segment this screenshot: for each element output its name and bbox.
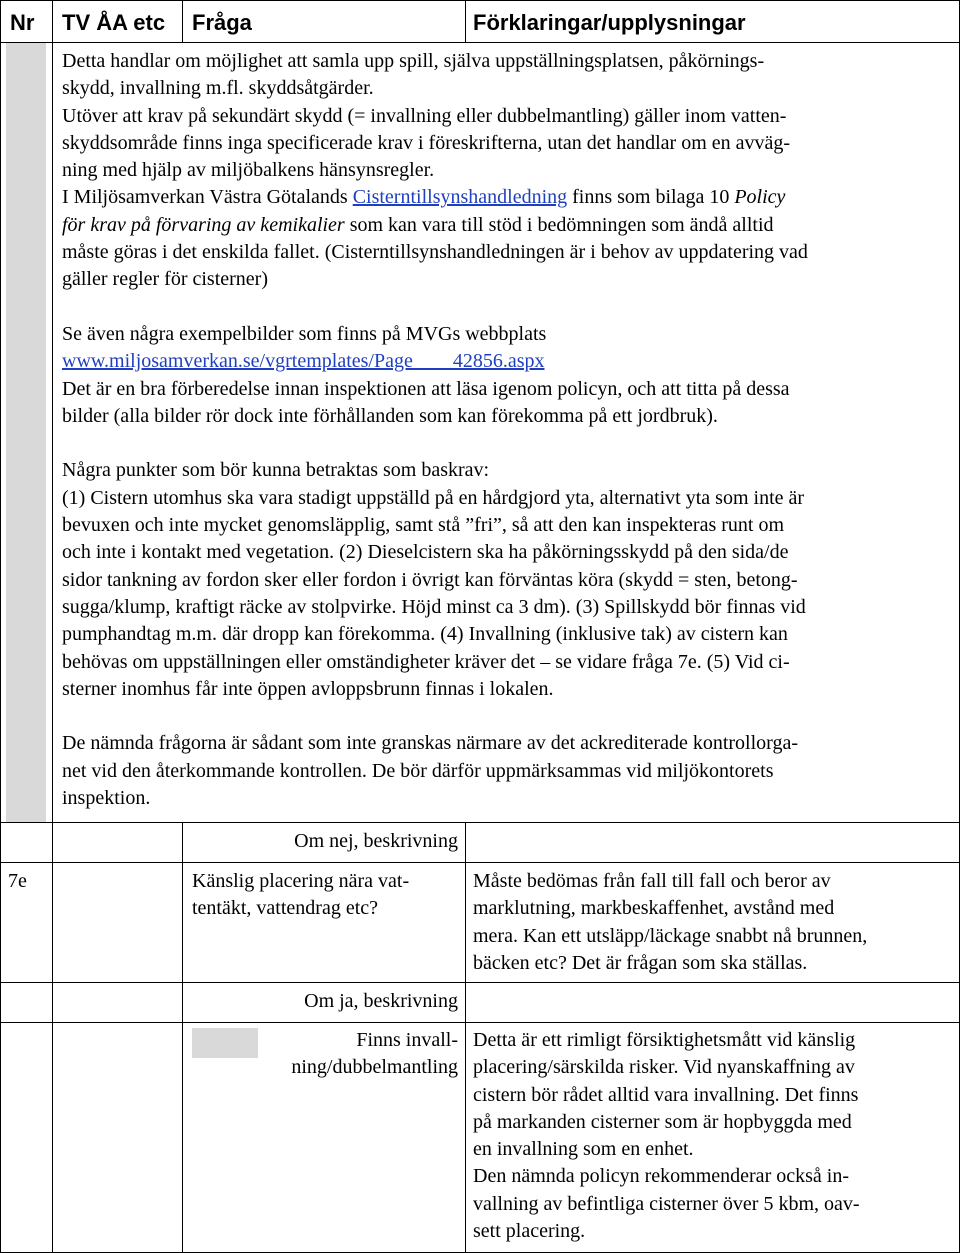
text-line: Detta handlar om möjlighet att samla upp spill, själva uppställningsplatsen, påkörnings- [62, 50, 765, 72]
text-line: Några punkter som bör kunna betraktas som baskrav: [62, 459, 490, 482]
handledning-link[interactable]: Cisterntillsynshandledning [352, 186, 568, 209]
header-fraga: Fråga [192, 10, 252, 35]
text-line: (1) Cistern utomhus ska vara stadigt uppställd på en hårdgjord yta, alternativt yta som inte är [62, 486, 805, 509]
text-line: De nämnda frågorna är sådant som inte granskas närmare av det ackrediterade kontrollorga- [62, 732, 798, 755]
text-line: inspektion. [62, 787, 151, 810]
text-line: bilder (alla bilder rör dock inte förhållanden som kan förekomma på ett jordbruk). [62, 404, 718, 427]
text-line: skyddsområde finns inga specificerade krav i föreskrifterna, utan det handlar om en avväg- [62, 131, 791, 154]
text-line: ning med hjälp av miljöbalkens hänsynsregler. [62, 159, 435, 182]
nr-column-shading [6, 42, 46, 822]
text-line: sidor tankning av fordon sker eller fordon i övrigt kan förväntas köra (skydd = sten, betong- [62, 568, 798, 591]
question-7e: Känslig placering nära vat- tentäkt, vattendrag etc? [192, 870, 410, 920]
text-line: Det är en bra förberedelse innan inspektionen att läsa igenom policyn, och att titta på dessa [62, 377, 790, 400]
text-line: Se även några exempelbilder som finns på MVGs webbplats [62, 322, 547, 345]
text-line: gäller regler för cisterner) [62, 268, 268, 291]
question-invallning: Finns invall- ning/dubbelmantling [291, 1029, 458, 1079]
text-line: skydd, invallning m.fl. skyddsåtgärder. [62, 77, 374, 100]
text-line: I Miljösamverkan Västra Götalands Cisterntillsynshandledning finns som bilaga 10 Policy [62, 186, 786, 209]
header-nr: Nr [10, 10, 35, 35]
om-ja-label: Om ja, beskrivning [304, 990, 458, 1012]
text-line: behövas om uppställningen eller omständigheter kräver det – se vidare fråga 7e. (5) Vid ci- [62, 650, 790, 673]
answer-invallning: Detta är ett rimligt försiktighetsmått vid känslig placering/särskilda risker. Vid nyanskaffning av cistern bör rådet alltid vara invallning. Det finns på markanden cisterner som är hopbyggda med en invallning som en enhet. Den nämnda policyn rekommenderar också in- vallning av befintliga cisterner över 5 kbm, oav- sett placering. [473, 1029, 860, 1243]
header-forklaringar: Förklaringar/upplysningar [473, 10, 746, 35]
text-line: bevuxen och inte mycket genomsläpplig, samt stå ”fri”, så att den kan inspekteras runt om [62, 514, 785, 537]
text-line: pumphandtag m.m. där dropp kan förekomma. (4) Invallning (inklusive tak) av cistern kan [62, 623, 788, 646]
mvg-link[interactable]: www.miljosamverkan.se/vgrtemplates/Page____42856.aspx [62, 350, 545, 373]
text-line: net vid den återkommande kontrollen. De bör därför uppmärksammas vid miljökontorets [62, 759, 774, 782]
text-line: sterner inomhus får inte öppen avloppsbrunn finnas i lokalen. [62, 677, 554, 700]
text-line: Utöver att krav på sekundärt skydd (= invallning eller dubbelmantling) gäller inom vatten- [62, 104, 787, 127]
answer-7e: Måste bedömas från fall till fall och beror av marklutning, markbeskaffenhet, avstånd med mera. Kan ett utsläpp/läckage snabbt nå brunnen, bäcken etc? Det är frågan som ska ställas. [473, 870, 868, 974]
text-line: måste göras i det enskilda fallet. (Cisterntillsynshandledningen är i behov av uppdatering vad [62, 241, 808, 264]
om-nej-label: Om nej, beskrivning [294, 830, 458, 852]
main-explanation [62, 48, 808, 812]
text-line: sugga/klump, kraftigt räcke av stolpvirke. Höjd minst ca 3 dm). (3) Spillskydd bör finnas vid [62, 595, 806, 618]
text-line: för krav på förvaring av kemikalier som kan vara till stöd i bedömningen som ändå alltid [62, 213, 774, 236]
header-tv: TV ÅA etc [62, 10, 166, 35]
question-number-7e: 7e [8, 870, 27, 892]
text-line: och inte i kontakt med vegetation. (2) Dieselcistern ska ha påkörningsskydd på den sida/de [62, 541, 789, 564]
